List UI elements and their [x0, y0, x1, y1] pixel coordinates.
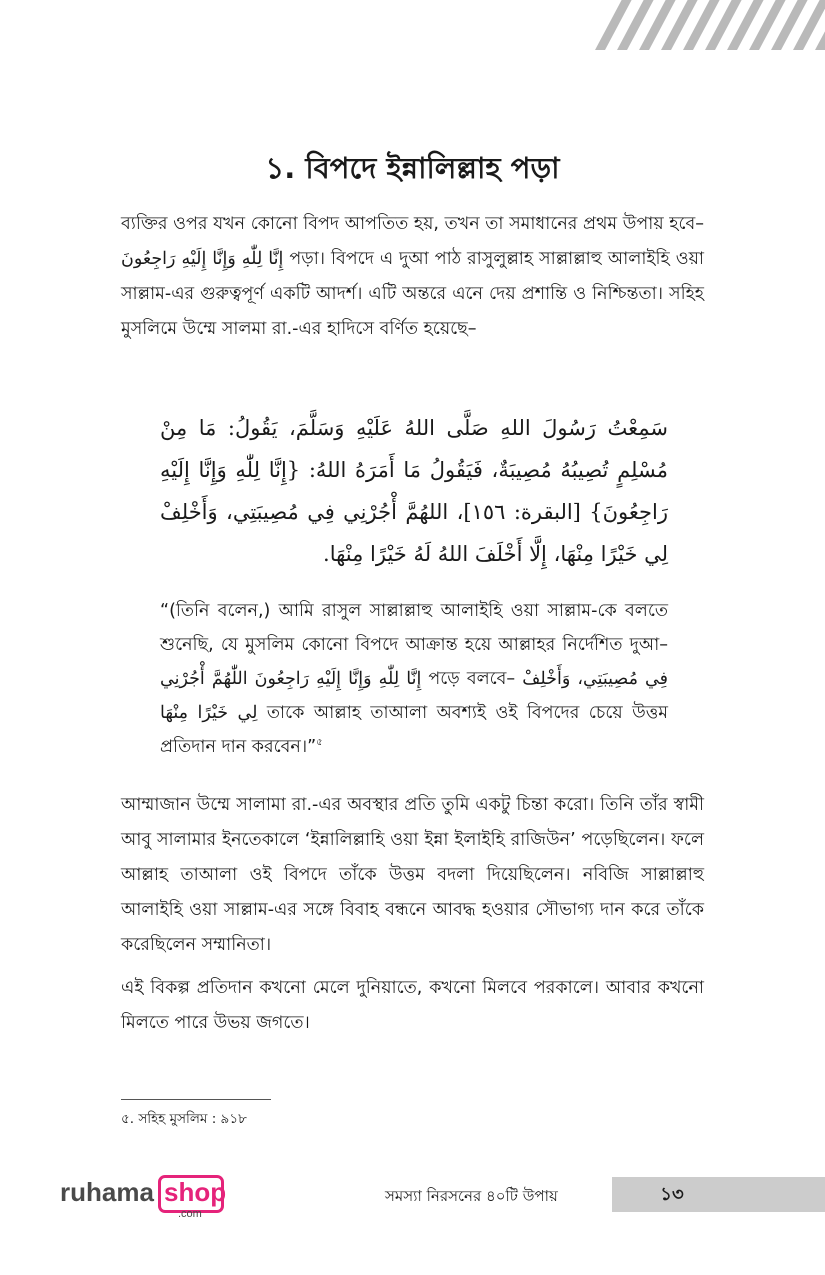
hadith-arabic: سَمِعْتُ رَسُولَ اللهِ صَلَّى اللهُ عَلَيْهِ وَسَلَّمَ، يَقُولُ: مَا مِنْ مُسْلِمٍ تُصِيبُهُ مُصِيبَةٌ، فَيَقُولُ مَا أَمَرَهُ اللهُ: {إِنَّا لِلّٰهِ وَإِنَّا إِلَيْهِ رَاجِعُونَ} [البقرة: ١٥٦]، اللهُمَّ أْجُرْنِي فِي مُصِيبَتِي، وَأَخْلِفْ لِي خَيْرًا مِنْهَا، إِلَّا أَخْلَفَ اللهُ لَهُ خَيْرًا مِنْهَا. — [160, 416, 668, 566]
intro-arabic-phrase: إِنَّا لِلّٰهِ وَإِنَّا إِلَيْهِ رَاجِعُونَ — [121, 249, 284, 269]
translation-text-1: “(তিনি বলেন,) আমি রাসুল সাল্লাল্লাহু আলাইহি ওয়া সাল্লাম-কে বলতে শুনেছি, যে মুসলিম কোনো বিপদে আক্রান্ত হয়ে আল্লাহর নির্দেশিত দুআ– — [160, 601, 668, 655]
chapter-heading: ১. বিপদে ইন্নালিল্লাহ পড়া — [265, 151, 560, 185]
logo-text-ruhama: ruhama — [60, 1177, 154, 1207]
logo-text-com: .com — [178, 1208, 202, 1220]
hadith-translation — [160, 594, 668, 764]
footnote-reference: ৫ — [316, 737, 323, 749]
paragraph-reward: এই বিকল্প প্রতিদান কখনো মেলে দুনিয়াতে, কখনো মিলবে পরকালে। আবার কখনো মিলতে পারে উভয় জগতে। — [121, 978, 704, 1033]
decorative-stripes — [585, 0, 825, 50]
translation-arabic-2: فِي مُصِيبَتِي، وَأَخْلِفْ لِي خَيْرًا مِنْهَا — [160, 669, 669, 723]
translation-text-2: পড়ে বলবে– — [421, 669, 523, 689]
intro-text-1: ব্যক্তির ওপর যখন কোনো বিপদ আপতিত হয়, তখন তা সমাধানের প্রথম উপায় হবে– — [121, 214, 704, 234]
intro-text-2: পড়া। বিপদে এ দুআ পাঠ রাসুলুল্লাহ সাল্লাল্লাহু আলাইহি ওয়া সাল্লাম-এর গুরুত্বপূর্ণ একটি আদর্শ। এটি অন্তরে এনে দেয় প্রশান্তি ও নিশ্চিন্ততা। সহিহ মুসলিমে উম্মে সালমা রা.-এর হাদিসে বর্ণিত হয়েছে– — [121, 249, 704, 339]
page-number: ১৩ — [660, 1184, 684, 1205]
paragraph-umm-salama: আম্মাজান উম্মে সালামা রা.-এর অবস্থার প্রতি তুমি একটু চিন্তা করো। তিনি তাঁর স্বামী আবু সালামার ইনতেকালে ‘ইন্নালিল্লাহি ওয়া ইন্না ইলাইহি রাজিউন’ পড়েছিলেন। ফলে আল্লাহ তাআলা ওই বিপদে তাঁকে উত্তম বদলা দিয়েছিলেন। নবিজি সাল্লাল্লাহু আলাইহি ওয়া সাল্লাম-এর সঙ্গে বিবাহ বন্ধনে আবদ্ধ হওয়ার সৌভাগ্য দান করে তাঁকে করেছিলেন সম্মানিতা। — [121, 795, 704, 955]
translation-arabic-1: إِنَّا لِلّٰهِ وَإِنَّا إِلَيْهِ رَاجِعُونَ اللّٰهُمَّ أْجُرْنِي — [160, 669, 422, 689]
running-head: সমস্যা নিরসনের ৪০টি উপায় — [385, 1187, 558, 1205]
translation-text-3: তাকে আল্লাহ তাআলা অবশ্যই ওই বিপদের চেয়ে উত্তম প্রতিদান দান করবেন।” — [160, 703, 669, 757]
footnote: ৫. সহিহ মুসলিম : ৯১৮ — [121, 1111, 247, 1127]
intro-paragraph — [121, 207, 704, 347]
logo-text-shop: shop — [164, 1177, 227, 1207]
footnote-divider — [121, 1099, 271, 1100]
